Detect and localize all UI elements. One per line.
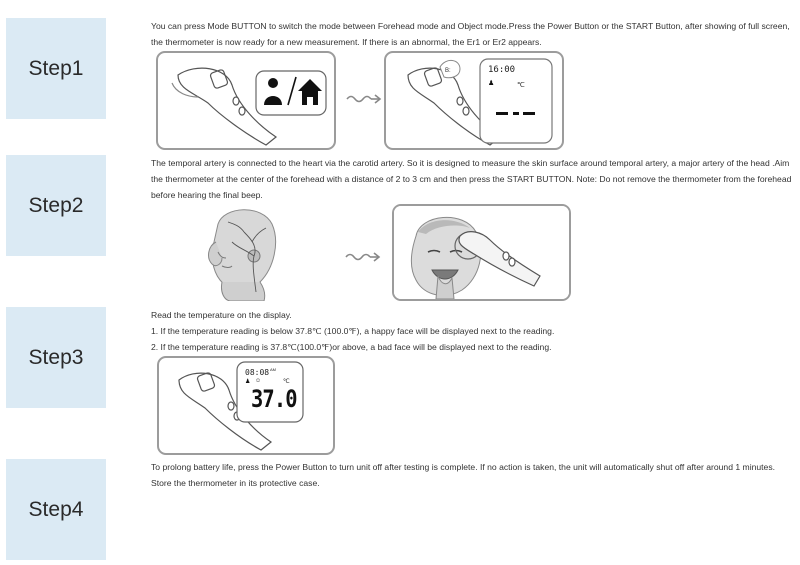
- step4-paragraph-1: To prolong battery life, press the Power Button to turn unit off after testing is complete. If no action is taken, the unit will automatically shut off after around 1 minutes.: [151, 462, 776, 472]
- display-time: 08:08: [245, 368, 270, 377]
- display-reading: 37.0: [251, 385, 297, 413]
- lcd-dash-segments: [496, 111, 540, 117]
- baby-artery-image: [202, 202, 281, 301]
- measuring-baby-image: [392, 204, 571, 301]
- display-time: 16:00: [488, 65, 516, 75]
- step2-label: Step2: [28, 193, 84, 217]
- step3-intro: Read the temperature on the display.: [151, 310, 292, 320]
- step4-text: [151, 459, 796, 491]
- wavy-arrow-icon: [346, 93, 382, 105]
- person-icon: ♟: [245, 379, 251, 385]
- step3-reading-image: [157, 356, 335, 455]
- wavy-arrow-icon: [345, 251, 381, 263]
- step3-item-2: 2. If the temperature reading is 37.8℃(100.0℉)or above, a bad face will be displayed next to the reading.: [151, 342, 552, 352]
- step1-paragraph: You can press Mode BUTTON to switch the mode between Forehead mode and Object mode.Press the Power Button or the START Button, after showing of full screen, the thermometer is now ready for a new measurement. If there is an abnormal, the Er1 or Er2 appears.: [151, 21, 790, 47]
- display-unit: ℃: [517, 82, 525, 89]
- step3-tab: [6, 307, 106, 408]
- display-ampm: AM: [270, 367, 276, 372]
- step3-label: Step3: [28, 345, 84, 369]
- step2-tab: [6, 155, 106, 256]
- step3-text: [151, 307, 796, 355]
- step2-paragraph: The temporal artery is connected to the heart via the carotid artery. So it is designed to measure the skin surface around temporal artery, a major artery of the head .Aim the thermometer at the center of the forehead with a distance of 2 to 3 cm and then press the START BUTTON. Note: Do not remove the thermometer from the forehead before hearing the final beep.: [151, 158, 792, 200]
- beep-icon: B:: [445, 68, 451, 74]
- step4-paragraph-2: Store the thermometer in its protective case.: [151, 478, 320, 488]
- person-icon: ♟: [488, 80, 495, 87]
- step4-tab: [6, 459, 106, 560]
- step2-text: [151, 155, 796, 203]
- step1-image-ready: [384, 51, 564, 150]
- display-unit: ℃: [283, 379, 290, 385]
- step1-label: Step1: [28, 56, 84, 80]
- step4-label: Step4: [28, 497, 84, 521]
- step1-tab: [6, 18, 106, 119]
- step1-image-mode: [156, 51, 336, 150]
- step1-text: [151, 18, 796, 50]
- happy-face-icon: ☺: [255, 378, 262, 384]
- step3-item-1: 1. If the temperature reading is below 37.8℃ (100.0℉), a happy face will be displayed next to the reading.: [151, 326, 555, 336]
